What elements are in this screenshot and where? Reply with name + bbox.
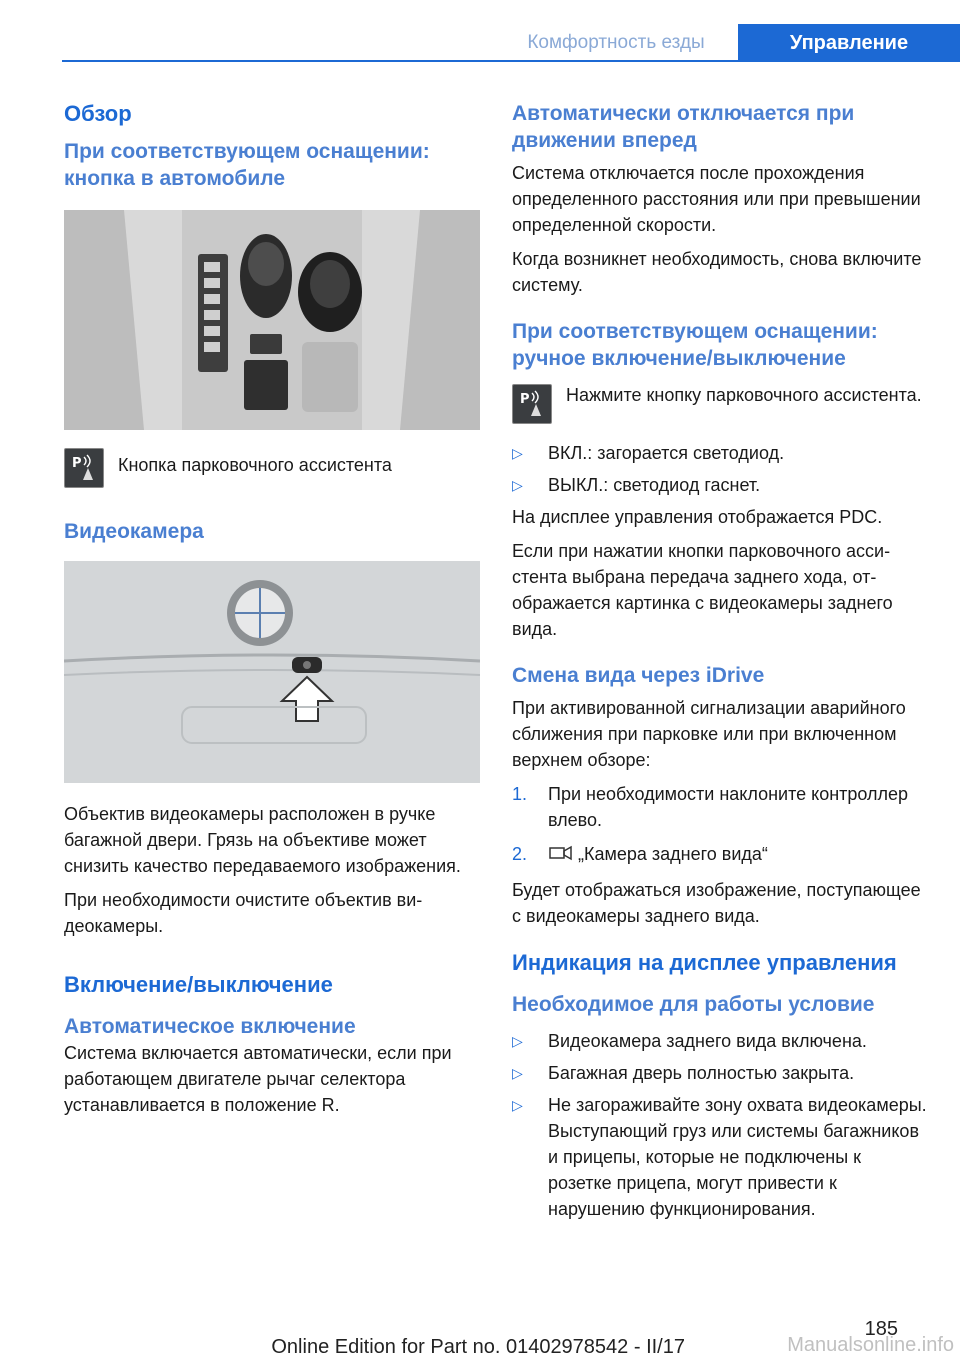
watermark: Manualsonline.info: [787, 1334, 954, 1356]
section-tab: Комфортность езды: [527, 32, 705, 53]
triangle-bullet-icon: ▷: [512, 1064, 523, 1081]
list-item: ▷ ВКЛ.: загорается светодиод.: [512, 440, 928, 466]
onoff-title: Включение/выключение: [64, 972, 333, 997]
rear-camera-photo: [64, 561, 480, 783]
display-text: На дисплее управления отображается PDC.: [512, 507, 883, 527]
overview-title: Обзор: [64, 101, 132, 126]
manual-row: [512, 384, 928, 424]
indication-title: Индикация на дисплее управления: [512, 949, 897, 975]
center-console-photo: [64, 210, 480, 430]
active-section-tab: Управление: [738, 24, 960, 62]
park-button-caption-row: [64, 448, 480, 488]
edition-info: Online Edition for Part no. 01402978542 - II/17: [271, 1336, 685, 1358]
list-item: ▷ Видеокамера заднего вида включена.: [512, 1028, 928, 1054]
idrive-steps: [512, 781, 928, 869]
camera-title: Видеокамера: [64, 520, 204, 543]
idrive-title: Смена вида через iDrive: [512, 664, 765, 687]
park-assist-icon: [512, 384, 552, 424]
button-heading: При соответствующем оснащении: кнопка в автомобиле: [64, 140, 430, 190]
manual-text: Нажмите кнопку парковочного ассистента.: [566, 385, 922, 405]
list-item: ▷ ВЫКЛ.: светодиод гаснет.: [512, 472, 928, 498]
rear-text: Если при нажатии кнопки парковочного ассистента выбрана передача заднего хода, отображается картинка с видеокамеры заднего вида.: [512, 541, 893, 639]
right-column: [512, 100, 928, 1228]
list-item: 2. „Камера заднего вида“: [512, 841, 928, 869]
list-item: ▷ Не загораживайте зону охвата видеокамеры. Выступающий груз или системы багажников и прицепы, которые не подключены к розетке прицепа, могут привести к нарушению функционирования.: [512, 1092, 928, 1222]
camera-text-2: При необходимости очистите объектив видеокамеры.: [64, 890, 423, 936]
auto-off-text-1: Система отключается после прохождения определенного расстояния или при превышении определенной скорости.: [512, 163, 921, 235]
triangle-bullet-icon: ▷: [512, 1032, 523, 1049]
condition-title: Необходимое для работы условие: [512, 992, 875, 1016]
svg-text:P: P: [520, 392, 530, 407]
camera-view-icon: [548, 842, 578, 869]
header-rule: [62, 60, 960, 62]
center-console-illustration: [64, 210, 480, 430]
triangle-bullet-icon: ▷: [512, 445, 523, 461]
svg-text:P: P: [72, 456, 82, 471]
list-item: 1. При необходимости наклоните контроллер влево.: [512, 784, 909, 830]
rear-camera-illustration: [64, 561, 480, 783]
list-item: ▷ Багажная дверь полностью закрыта.: [512, 1060, 928, 1086]
page-number: 185: [864, 1318, 898, 1340]
park-assist-icon: [64, 448, 104, 488]
page-header: [0, 0, 960, 62]
idrive-text: При активированной сигнализации аварийного сближения при парковке или при включенном верхнем обзоре:: [512, 698, 906, 770]
camera-text-1: Объектив видеокамеры расположен в ручке багажной двери. Грязь на объективе может снизить качество передаваемого изображения.: [64, 804, 461, 876]
manual-list: [512, 440, 928, 498]
idrive-result: Будет отображаться изображение, поступающее с видеокамеры заднего вида.: [512, 879, 921, 926]
condition-list: [512, 1028, 928, 1222]
left-column: [64, 100, 480, 1126]
auto-off-title: Автоматически отключается при движении вперед: [512, 102, 855, 152]
manual-title: При соответствующем оснащении: ручное включение/выключение: [512, 320, 878, 370]
triangle-bullet-icon: ▷: [512, 477, 523, 493]
button-caption: Кнопка парковочного ассистента: [118, 455, 392, 475]
auto-off-text-2: Когда возникнет необходимость, снова включите систему.: [512, 249, 922, 295]
auto-on-title: Автоматическое включение: [64, 1015, 356, 1038]
triangle-bullet-icon: ▷: [512, 1096, 523, 1113]
auto-on-text: Система включается автоматически, если при работающем двигателе рычаг селектора устанавливается в положение R.: [64, 1043, 452, 1115]
